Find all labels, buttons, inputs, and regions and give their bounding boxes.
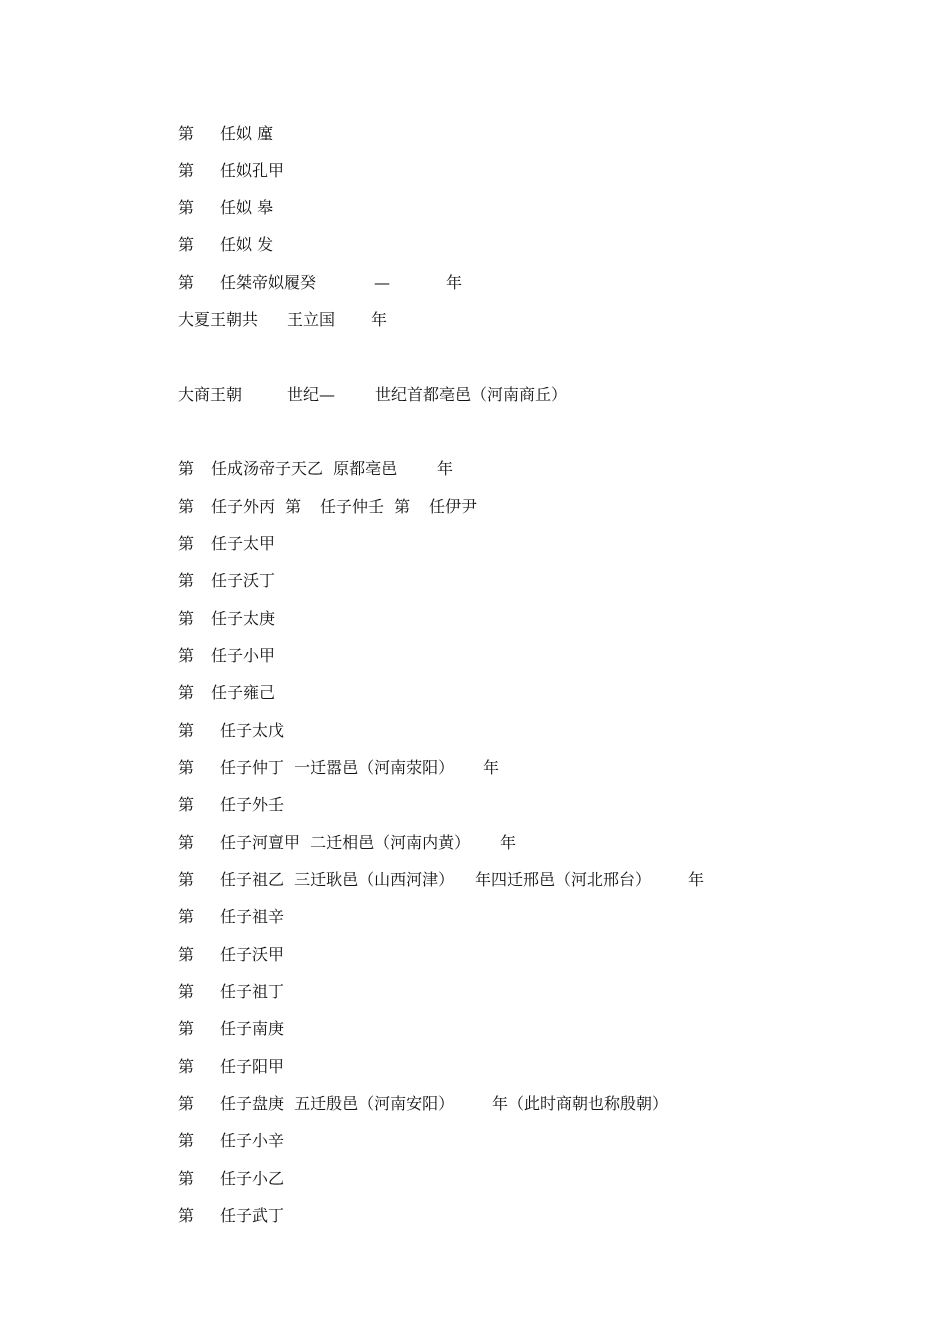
ordinal-label: 第 xyxy=(178,1057,195,1076)
ordinal-label: 第 xyxy=(178,683,195,702)
shang-line-10 xyxy=(178,793,285,817)
dash-separator: — xyxy=(374,273,390,292)
ruler-name: 任桀帝姒履癸 xyxy=(220,273,317,292)
ordinal-label: 第 xyxy=(178,758,195,777)
ruler-name: 任子阳甲 xyxy=(220,1057,285,1076)
ordinal-label: 第 xyxy=(178,945,195,964)
shang-line-16 xyxy=(178,1017,285,1041)
shang-line-9 xyxy=(178,756,500,780)
ruler-name: 任子仲丁 一迁嚣邑（河南荥阳） xyxy=(220,758,455,777)
ruler-name: 任成汤帝子天乙 原都亳邑 xyxy=(211,459,398,478)
ordinal-label: 第 xyxy=(178,833,195,852)
ordinal-label: 第 xyxy=(178,1131,195,1150)
shang-line-13 xyxy=(178,905,285,929)
shang-line-21 xyxy=(178,1204,285,1228)
ordinal-label: 第 xyxy=(178,534,195,553)
ruler-name: 任子沃甲 xyxy=(220,945,285,964)
ordinal-label: 第 xyxy=(178,646,195,665)
ordinal-label: 第 xyxy=(178,571,195,590)
ordinal-label: 第 xyxy=(178,1019,195,1038)
shang-line-8 xyxy=(178,719,285,743)
ruler-name: 任子外壬 xyxy=(220,795,285,814)
ordinal-label: 第 xyxy=(178,609,195,628)
ordinal-label: 第 xyxy=(178,1169,195,1188)
ruler-name: 任子武丁 xyxy=(220,1206,285,1225)
ordinal-label: 第 xyxy=(178,235,195,254)
ruler-name: 任子雍己 xyxy=(211,683,276,702)
ruler-name: 任子祖辛 xyxy=(220,907,285,926)
ruler-name: 任子太庚 xyxy=(211,609,276,628)
year-label: 年 xyxy=(688,870,705,889)
ruler-name: 任子祖乙 三迁耿邑（山西河津） xyxy=(220,870,455,889)
ordinal-label: 第 xyxy=(178,198,195,217)
shang-line-17 xyxy=(178,1055,285,1079)
ruler-name: 任子盘庚 五迁殷邑（河南安阳） xyxy=(220,1094,455,1113)
shang-line-15 xyxy=(178,980,285,1004)
summary-text: 大夏王朝共 xyxy=(178,310,259,329)
shang-line-2 xyxy=(178,495,478,519)
year-label: 年 xyxy=(446,273,463,292)
ruler-name: 任子小甲 xyxy=(211,646,276,665)
ruler-name: 任子仲壬 第 xyxy=(320,497,411,516)
ordinal-label: 第 xyxy=(178,459,195,478)
year-label: 年 xyxy=(371,310,388,329)
shang-line-7 xyxy=(178,681,276,705)
shang-line-5 xyxy=(178,607,276,631)
ruler-name: 任子祖丁 xyxy=(220,982,285,1001)
ruler-name: 任子小辛 xyxy=(220,1131,285,1150)
xia-summary xyxy=(178,308,388,332)
shang-line-14 xyxy=(178,943,285,967)
ordinal-label: 第 xyxy=(178,982,195,1001)
ordinal-label: 第 xyxy=(178,795,195,814)
shang-line-11 xyxy=(178,831,517,855)
year-label: 年（此时商朝也称殷朝） xyxy=(492,1094,669,1113)
ordinal-label: 第 xyxy=(178,721,195,740)
year-label: 年 xyxy=(483,758,500,777)
ordinal-label: 第 xyxy=(178,124,195,143)
ordinal-label: 第 xyxy=(178,161,195,180)
ruler-name: 任子太戊 xyxy=(220,721,285,740)
xia-line-3 xyxy=(178,196,274,220)
ordinal-label: 第 xyxy=(178,497,195,516)
ruler-name: 任伊尹 xyxy=(429,497,478,516)
shang-line-1 xyxy=(178,457,454,481)
ordinal-label: 第 xyxy=(178,907,195,926)
relocation-text: 年四迁邢邑（河北邢台） xyxy=(475,870,652,889)
capital-label: 世纪首都亳邑（河南商丘） xyxy=(375,385,568,404)
ordinal-label: 第 xyxy=(178,1094,195,1113)
ruler-name: 任子河亶甲 二迁相邑（河南内黄） xyxy=(220,833,471,852)
ordinal-label: 第 xyxy=(178,1206,195,1225)
xia-line-4 xyxy=(178,233,274,257)
shang-line-6 xyxy=(178,644,276,668)
xia-line-1 xyxy=(178,122,274,146)
ordinal-label: 第 xyxy=(178,273,195,292)
year-label: 年 xyxy=(500,833,517,852)
ruler-name: 任子太甲 xyxy=(211,534,276,553)
year-label: 年 xyxy=(437,459,454,478)
ruler-name: 任子沃丁 xyxy=(211,571,276,590)
shang-line-4 xyxy=(178,569,276,593)
shang-line-18 xyxy=(178,1092,669,1116)
dynasty-title: 大商王朝 xyxy=(178,385,243,404)
summary-text: 王立国 xyxy=(287,310,336,329)
shang-heading xyxy=(178,383,568,407)
ruler-name: 任姒 廑 xyxy=(220,124,274,143)
shang-line-19 xyxy=(178,1129,285,1153)
xia-line-5 xyxy=(178,271,463,295)
ruler-name: 任姒孔甲 xyxy=(220,161,285,180)
shang-line-12 xyxy=(178,868,705,892)
xia-line-2 xyxy=(178,159,285,183)
ruler-name: 任姒 皋 xyxy=(220,198,274,217)
ordinal-label: 第 xyxy=(178,870,195,889)
century-label: 世纪— xyxy=(287,385,336,404)
shang-line-20 xyxy=(178,1167,285,1191)
ruler-name: 任姒 发 xyxy=(220,235,274,254)
ruler-name: 任子外丙 第 xyxy=(211,497,302,516)
ruler-name: 任子南庚 xyxy=(220,1019,285,1038)
shang-line-3 xyxy=(178,532,276,556)
ruler-name: 任子小乙 xyxy=(220,1169,285,1188)
